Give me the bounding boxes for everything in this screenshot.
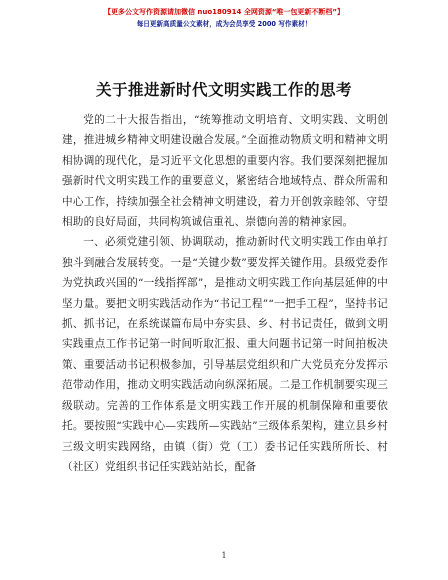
document-body	[62, 110, 388, 477]
promo-banner	[0, 6, 448, 30]
page-number: 1	[221, 551, 227, 560]
paragraph-intro: 党的二十大报告指出，“统筹推动文明培育、文明实践、文明创建，推进城乡精神文明建设融合发展。”全面推动物质文明和精神文明相协调的现代化，是习近平文化思想的重要内容。我们要深刻把握加强新时代文明实践工作的重要意义，紧密结合地域特点、群众所需和中心工作，持续加强全社会精神文明建设，着力开创敦亲睦邻、守望相助的良好局面，共同构筑诚信重礼、崇德向善的精神家园。	[62, 114, 388, 229]
document-title: 关于推进新时代文明实践工作的思考	[95, 81, 352, 99]
paragraph-section-one: 一、必须党建引领、协调联动，推动新时代文明实践工作由单打独斗到融合发展转变。一是“关键少数”要发挥关键作用。县级党委作为党执政兴国的“一线指挥部”，是推动文明实践工作向基层延伸的中坚力量。要把文明实践活动作为“书记工程”“一把手工程”，坚持书记抓、抓书记，在系统谋篇布局中夯实县、乡、村书记责任，做到文明实践重点工作书记第一时间听取汇报、重大问题书记第一时间拍板决策、重要活动书记积极参加，引导基层党组织和广大党员充分发挥示范带动作用，推动文明实践活动向纵深拓展。二是工作机制要实现三级联动。完善的工作体系是文明实践工作开展的机制保障和重要依托。要按照“实践中心—实践所—实践站”三级体系架构，建立县乡村三级文明实践网络，由镇（街）党（工）委书记任实践所所长、村（社区）党组织书记任实践站站长，配备	[62, 236, 388, 473]
promo-banner-line-2: 每日更新高质量公文素材，成为会员享受 2000 写作素材！	[136, 20, 312, 28]
promo-banner-line-1: 【更多公文写作资源请加微信 nuo180914 全网资源“唯一包更新不断档”】	[103, 8, 345, 16]
